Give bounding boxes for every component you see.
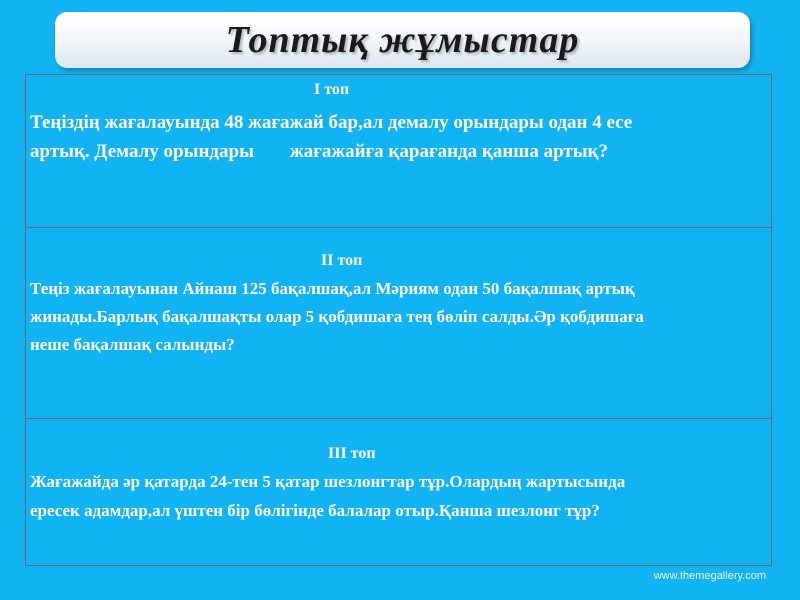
footer-watermark: www.themegallery.com — [653, 570, 766, 582]
group-3-task — [30, 467, 765, 525]
group-2-heading: ІІ топ — [321, 252, 363, 269]
group-2-cell — [26, 228, 771, 419]
group-2-line-2: жинады.Барлық бақалшақты олар 5 қобдишаға тең бөліп салды.Әр қобдишаға — [30, 307, 644, 326]
group-1-line-3: жағажайға қарағанда қанша артық? — [289, 141, 608, 162]
group-3-cell — [26, 419, 771, 567]
group-1-line-2-wrap — [30, 137, 765, 166]
group-1-task — [30, 108, 765, 166]
group-3-heading: ІІІ топ — [328, 445, 376, 462]
tasks-table — [25, 74, 772, 566]
group-3-line-2: ересек адамдар,ал үштен бір бөлігінде балалар отыр.Қанша шезлонг тұр? — [30, 501, 600, 520]
group-2-task — [30, 275, 765, 359]
group-1-line-2: артық. Демалу орындары — [30, 141, 254, 162]
group-3-line-1: Жағажайда әр қатарда 24-тен 5 қатар шезлонгтар тұр.Олардың жартысында — [30, 472, 626, 491]
page-title: Топтық жұмыстар — [225, 19, 580, 61]
title-banner — [55, 12, 750, 68]
group-2-line-3: неше бақалшақ салынды? — [30, 335, 235, 354]
group-1-heading: І топ — [314, 81, 350, 98]
group-2-line-1: Теңіз жағалауынан Айнаш 125 бақалшақ,ал Мәриям одан 50 бақалшақ артық — [30, 279, 635, 298]
group-1-line-1: Теңіздің жағалауында 48 жағажай бар,ал демалу орындары одан 4 есе — [30, 112, 633, 133]
group-1-cell — [26, 75, 771, 228]
